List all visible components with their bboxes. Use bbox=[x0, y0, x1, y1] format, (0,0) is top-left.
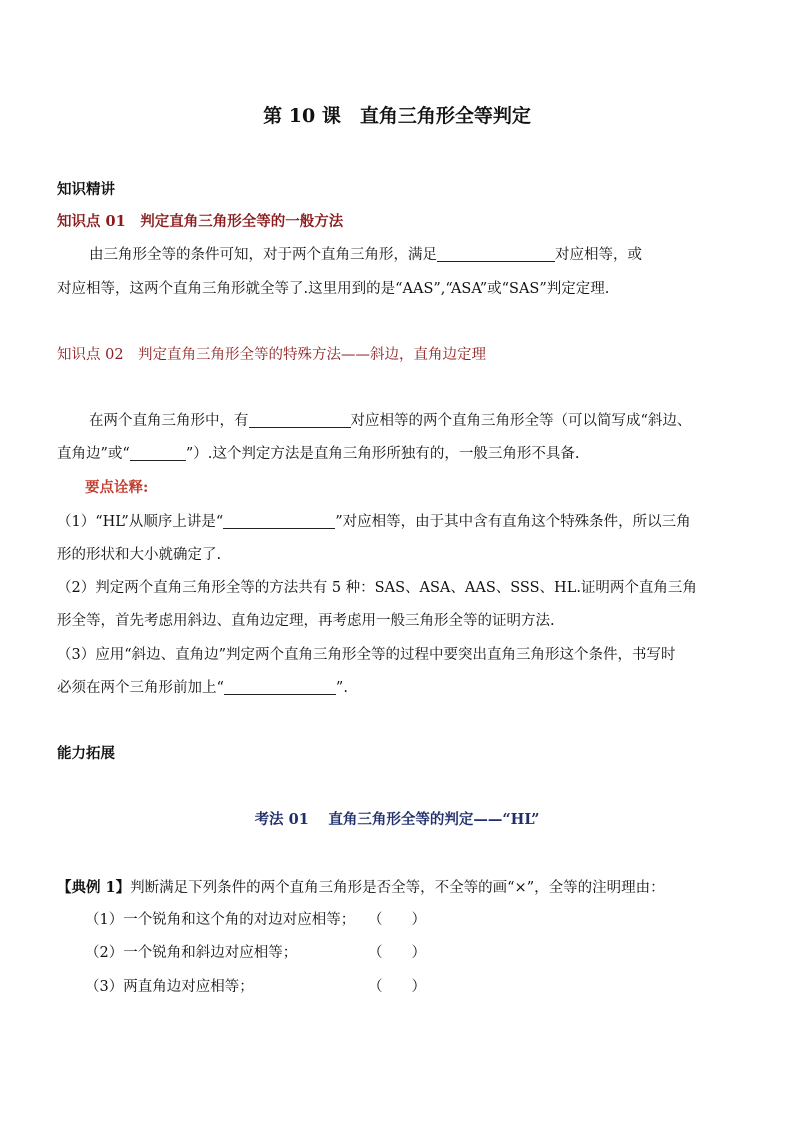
example1-item-3-answer[interactable]: （ ） bbox=[368, 979, 426, 995]
key-point-3-text-b: 必须在两个三角形前加上“ bbox=[57, 680, 224, 696]
example1-item-1: （1）一个锐角和这个角的对边对应相等； bbox=[85, 912, 356, 928]
key-point-1-text-b: ”对应相等，由于其中含有直角这个特殊条件，所以三角 bbox=[335, 514, 691, 530]
kp2-line2-text-b: ”）.这个判定方法是直角三角形所独有的，一般三角形不具备. bbox=[185, 446, 580, 462]
answer-blank-4[interactable] bbox=[223, 512, 335, 529]
kp2-line1-text-b: 对应相等的两个直角三角形全等（可以简写成“斜边、 bbox=[350, 413, 692, 429]
key-point-1-text-a: （1）“HL”从顺序上讲是“ bbox=[57, 514, 224, 530]
kp1-line1 bbox=[89, 243, 642, 264]
key-points-heading: 要点诠释: bbox=[85, 479, 149, 496]
answer-blank-3[interactable] bbox=[130, 444, 186, 461]
key-point-2: （2）判定两个直角三角形全等的方法共有 5 种：SAS、ASA、AAS、SSS、HL.证明两个直角三角 bbox=[57, 580, 697, 596]
kp1-line1-text-a: 由三角形全等的条件可知，对于两个直角三角形，满足 bbox=[89, 247, 437, 263]
kp1-line1-text-b: 对应相等，或 bbox=[555, 247, 642, 263]
kp2-line2-text-a: 直角边”或“ bbox=[57, 446, 130, 462]
kp2-line2 bbox=[57, 442, 579, 463]
key-point-3-cont bbox=[57, 676, 348, 697]
key-point-3-text-c: ”. bbox=[335, 680, 348, 696]
example1-item-2-answer[interactable]: （ ） bbox=[368, 945, 426, 961]
section-ability-heading: 能力拓展 bbox=[57, 745, 115, 762]
answer-blank-1[interactable] bbox=[437, 245, 555, 262]
kp2-line1 bbox=[89, 409, 691, 430]
key-point-1 bbox=[57, 510, 691, 531]
example1-item-1-answer[interactable]: （ ） bbox=[368, 912, 426, 928]
key-point-3: （3）应用“斜边、直角边”判定两个直角三角形全等的过程中要突出直角三角形这个条件，书写时 bbox=[57, 647, 676, 663]
example1-item-3: （3）两直角边对应相等； bbox=[85, 979, 254, 995]
kp2-heading: 知识点 02 判定直角三角形全等的特殊方法——斜边，直角边定理 bbox=[57, 347, 487, 363]
page-title: 第 10 课 直角三角形全等判定 bbox=[263, 105, 531, 127]
key-point-2-cont: 形全等，首先考虑用斜边、直角边定理，再考虑用一般三角形全等的证明方法. bbox=[57, 613, 555, 629]
example1-prompt bbox=[57, 876, 665, 897]
kp1-heading: 知识点 01 判定直角三角形全等的一般方法 bbox=[57, 213, 344, 230]
kp2-line1-text-a: 在两个直角三角形中，有 bbox=[89, 413, 249, 429]
section-knowledge-heading: 知识精讲 bbox=[57, 181, 115, 198]
example1-label: 【典例 1】 bbox=[57, 879, 131, 896]
kp1-line2: 对应相等，这两个直角三角形就全等了.这里用到的是“AAS”,“ASA”或“SAS”判定定理. bbox=[57, 281, 610, 297]
key-point-1-cont: 形的形状和大小就确定了. bbox=[57, 547, 222, 563]
answer-blank-5[interactable] bbox=[224, 678, 336, 695]
example1-item-2: （2）一个锐角和斜边对应相等； bbox=[85, 945, 298, 961]
example1-text: 判断满足下列条件的两个直角三角形是否全等，不全等的画“×”，全等的注明理由： bbox=[130, 880, 665, 896]
method1-heading: 考法 01 直角三角形全等的判定——“HL” bbox=[254, 811, 540, 828]
answer-blank-2[interactable] bbox=[249, 411, 351, 428]
